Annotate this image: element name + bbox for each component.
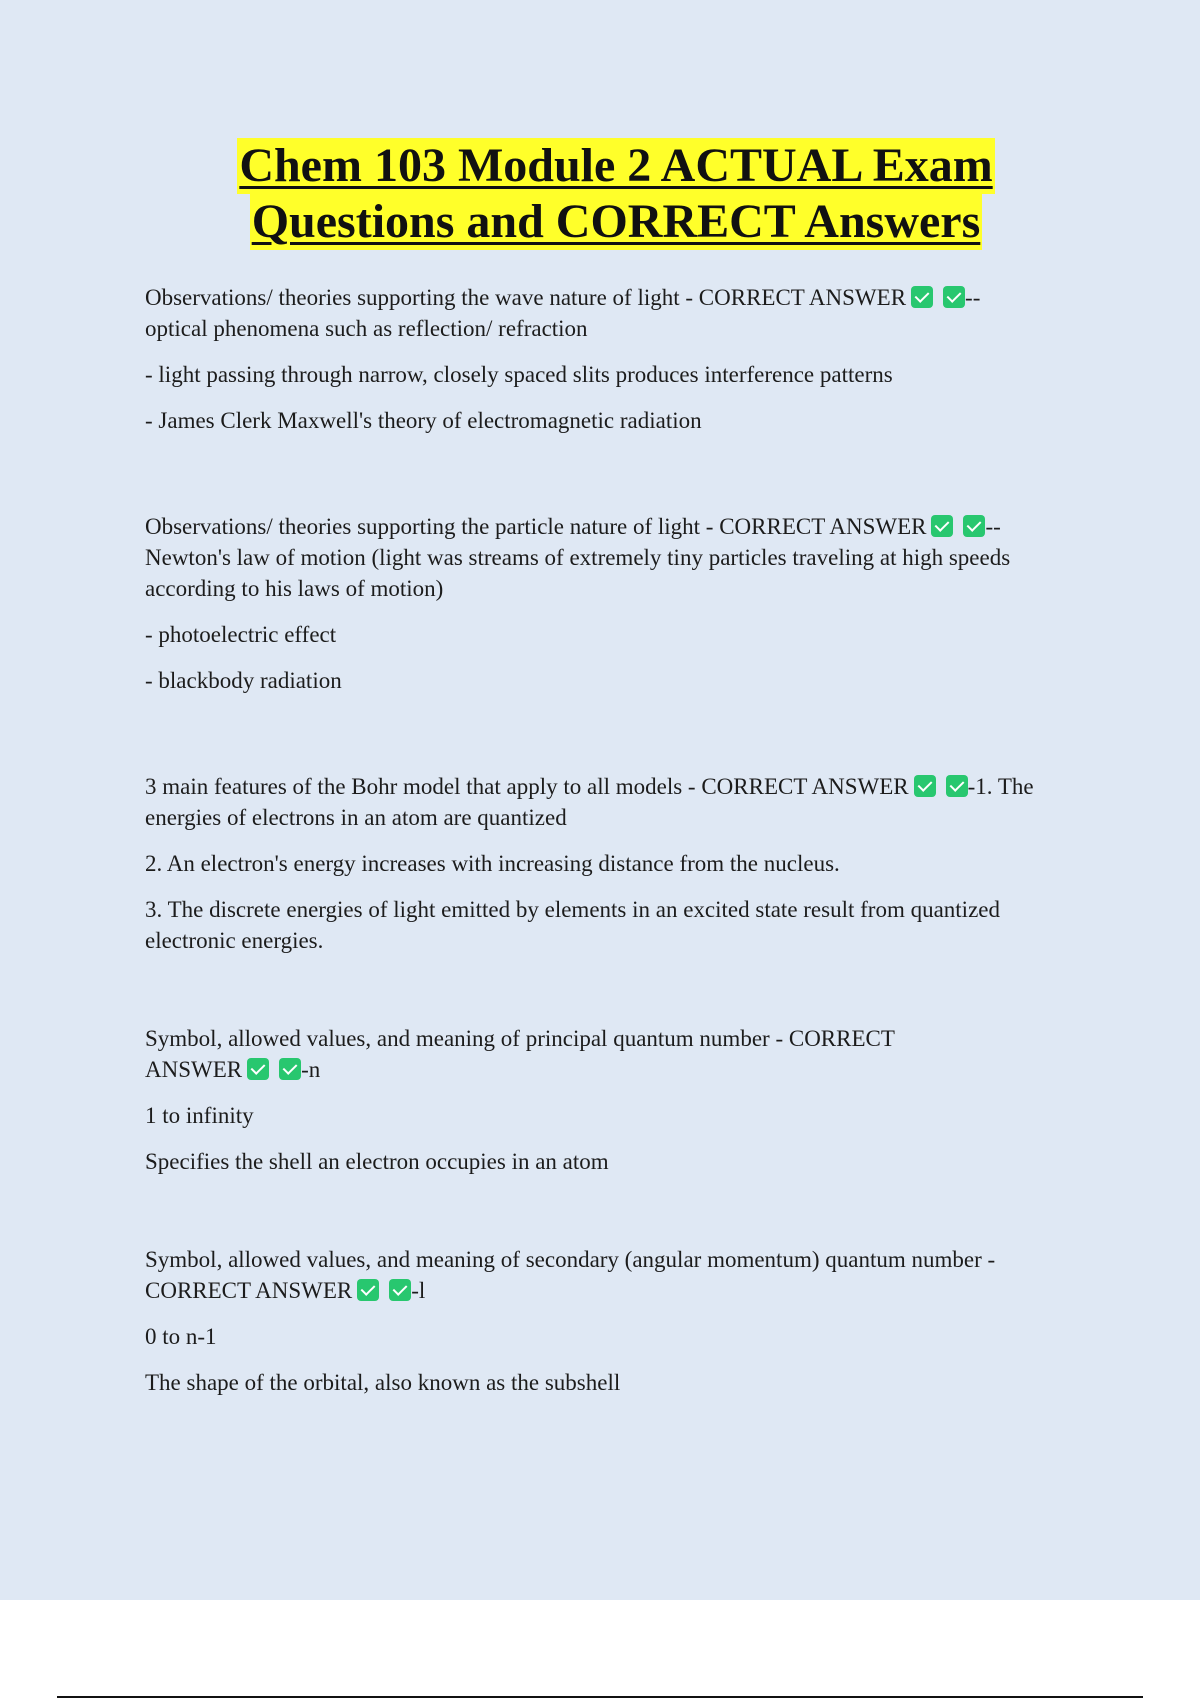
check-icon	[279, 1058, 301, 1080]
question-text: Symbol, allowed values, and meaning of secondary (angular momentum) quantum number -	[145, 1247, 996, 1272]
qa-item-wave-nature	[145, 282, 1090, 436]
check-icon	[911, 286, 933, 308]
answer-lead: --	[985, 514, 1001, 539]
qa-list	[145, 282, 1090, 1413]
spacer	[145, 1192, 1090, 1244]
check-icon	[946, 775, 968, 797]
qa-question	[145, 1023, 1090, 1085]
spacer	[145, 451, 1090, 511]
title-line-2: Questions and CORRECT Answers	[251, 195, 981, 248]
answer-text: Newton's law of motion (light was streams of extremely tiny particles traveling at high speeds according to his laws of motion)	[145, 545, 1011, 601]
answer-line: The shape of the orbital, also known as the subshell	[145, 1370, 621, 1395]
question-text: Observations/ theories supporting the particle nature of light - CORRECT ANSWER	[145, 514, 927, 539]
answer-text: optical phenomena such as reflection/ refraction	[145, 316, 588, 341]
question-text-cont: CORRECT ANSWER	[145, 1278, 353, 1303]
check-icon	[943, 286, 965, 308]
check-icon	[357, 1279, 379, 1301]
answer-line: - light passing through narrow, closely spaced slits produces interference patterns	[145, 362, 893, 387]
check-icon	[963, 515, 985, 537]
qa-question	[145, 1244, 1090, 1306]
question-text: 3 main features of the Bohr model that apply to all models - CORRECT ANSWER	[145, 774, 909, 799]
check-icon	[389, 1279, 411, 1301]
answer-line: Specifies the shell an electron occupies in an atom	[145, 1149, 609, 1174]
qa-question	[145, 511, 1090, 604]
answer-line: 2. An electron's energy increases with increasing distance from the nucleus.	[145, 851, 840, 876]
spacer	[145, 971, 1090, 1023]
answer-line: 3. The discrete energies of light emitted by elements in an excited state result from quantized electronic energies.	[145, 897, 1000, 953]
answer-lead: -l	[411, 1278, 426, 1303]
answer-line: - photoelectric effect	[145, 622, 337, 647]
qa-item-secondary-quantum-number	[145, 1244, 1090, 1398]
qa-question	[145, 771, 1090, 833]
question-text: Symbol, allowed values, and meaning of principal quantum number - CORRECT	[145, 1026, 895, 1051]
answer-line: - blackbody radiation	[145, 668, 342, 693]
footer-divider	[57, 1696, 1143, 1698]
answer-line: 0 to n-1	[145, 1324, 217, 1349]
qa-item-principal-quantum-number	[145, 1023, 1090, 1177]
answer-lead: -1. The	[967, 774, 1034, 799]
answer-lead: --	[965, 285, 981, 310]
answer-line: - James Clerk Maxwell's theory of electromagnetic radiation	[145, 408, 702, 433]
check-icon	[247, 1058, 269, 1080]
answer-lead: -n	[301, 1057, 321, 1082]
spacer	[145, 711, 1090, 771]
answer-line: 1 to infinity	[145, 1103, 254, 1128]
title-line-1: Chem 103 Module 2 ACTUAL Exam	[239, 139, 993, 192]
qa-item-bohr-model	[145, 771, 1090, 956]
question-text: Observations/ theories supporting the wave nature of light - CORRECT ANSWER	[145, 285, 907, 310]
qa-item-particle-nature	[145, 511, 1090, 696]
answer-text: energies of electrons in an atom are quantized	[145, 805, 567, 830]
document-title	[0, 138, 1200, 250]
check-icon	[914, 775, 936, 797]
qa-question	[145, 282, 1090, 344]
check-icon	[931, 515, 953, 537]
question-text-cont: ANSWER	[145, 1057, 243, 1082]
